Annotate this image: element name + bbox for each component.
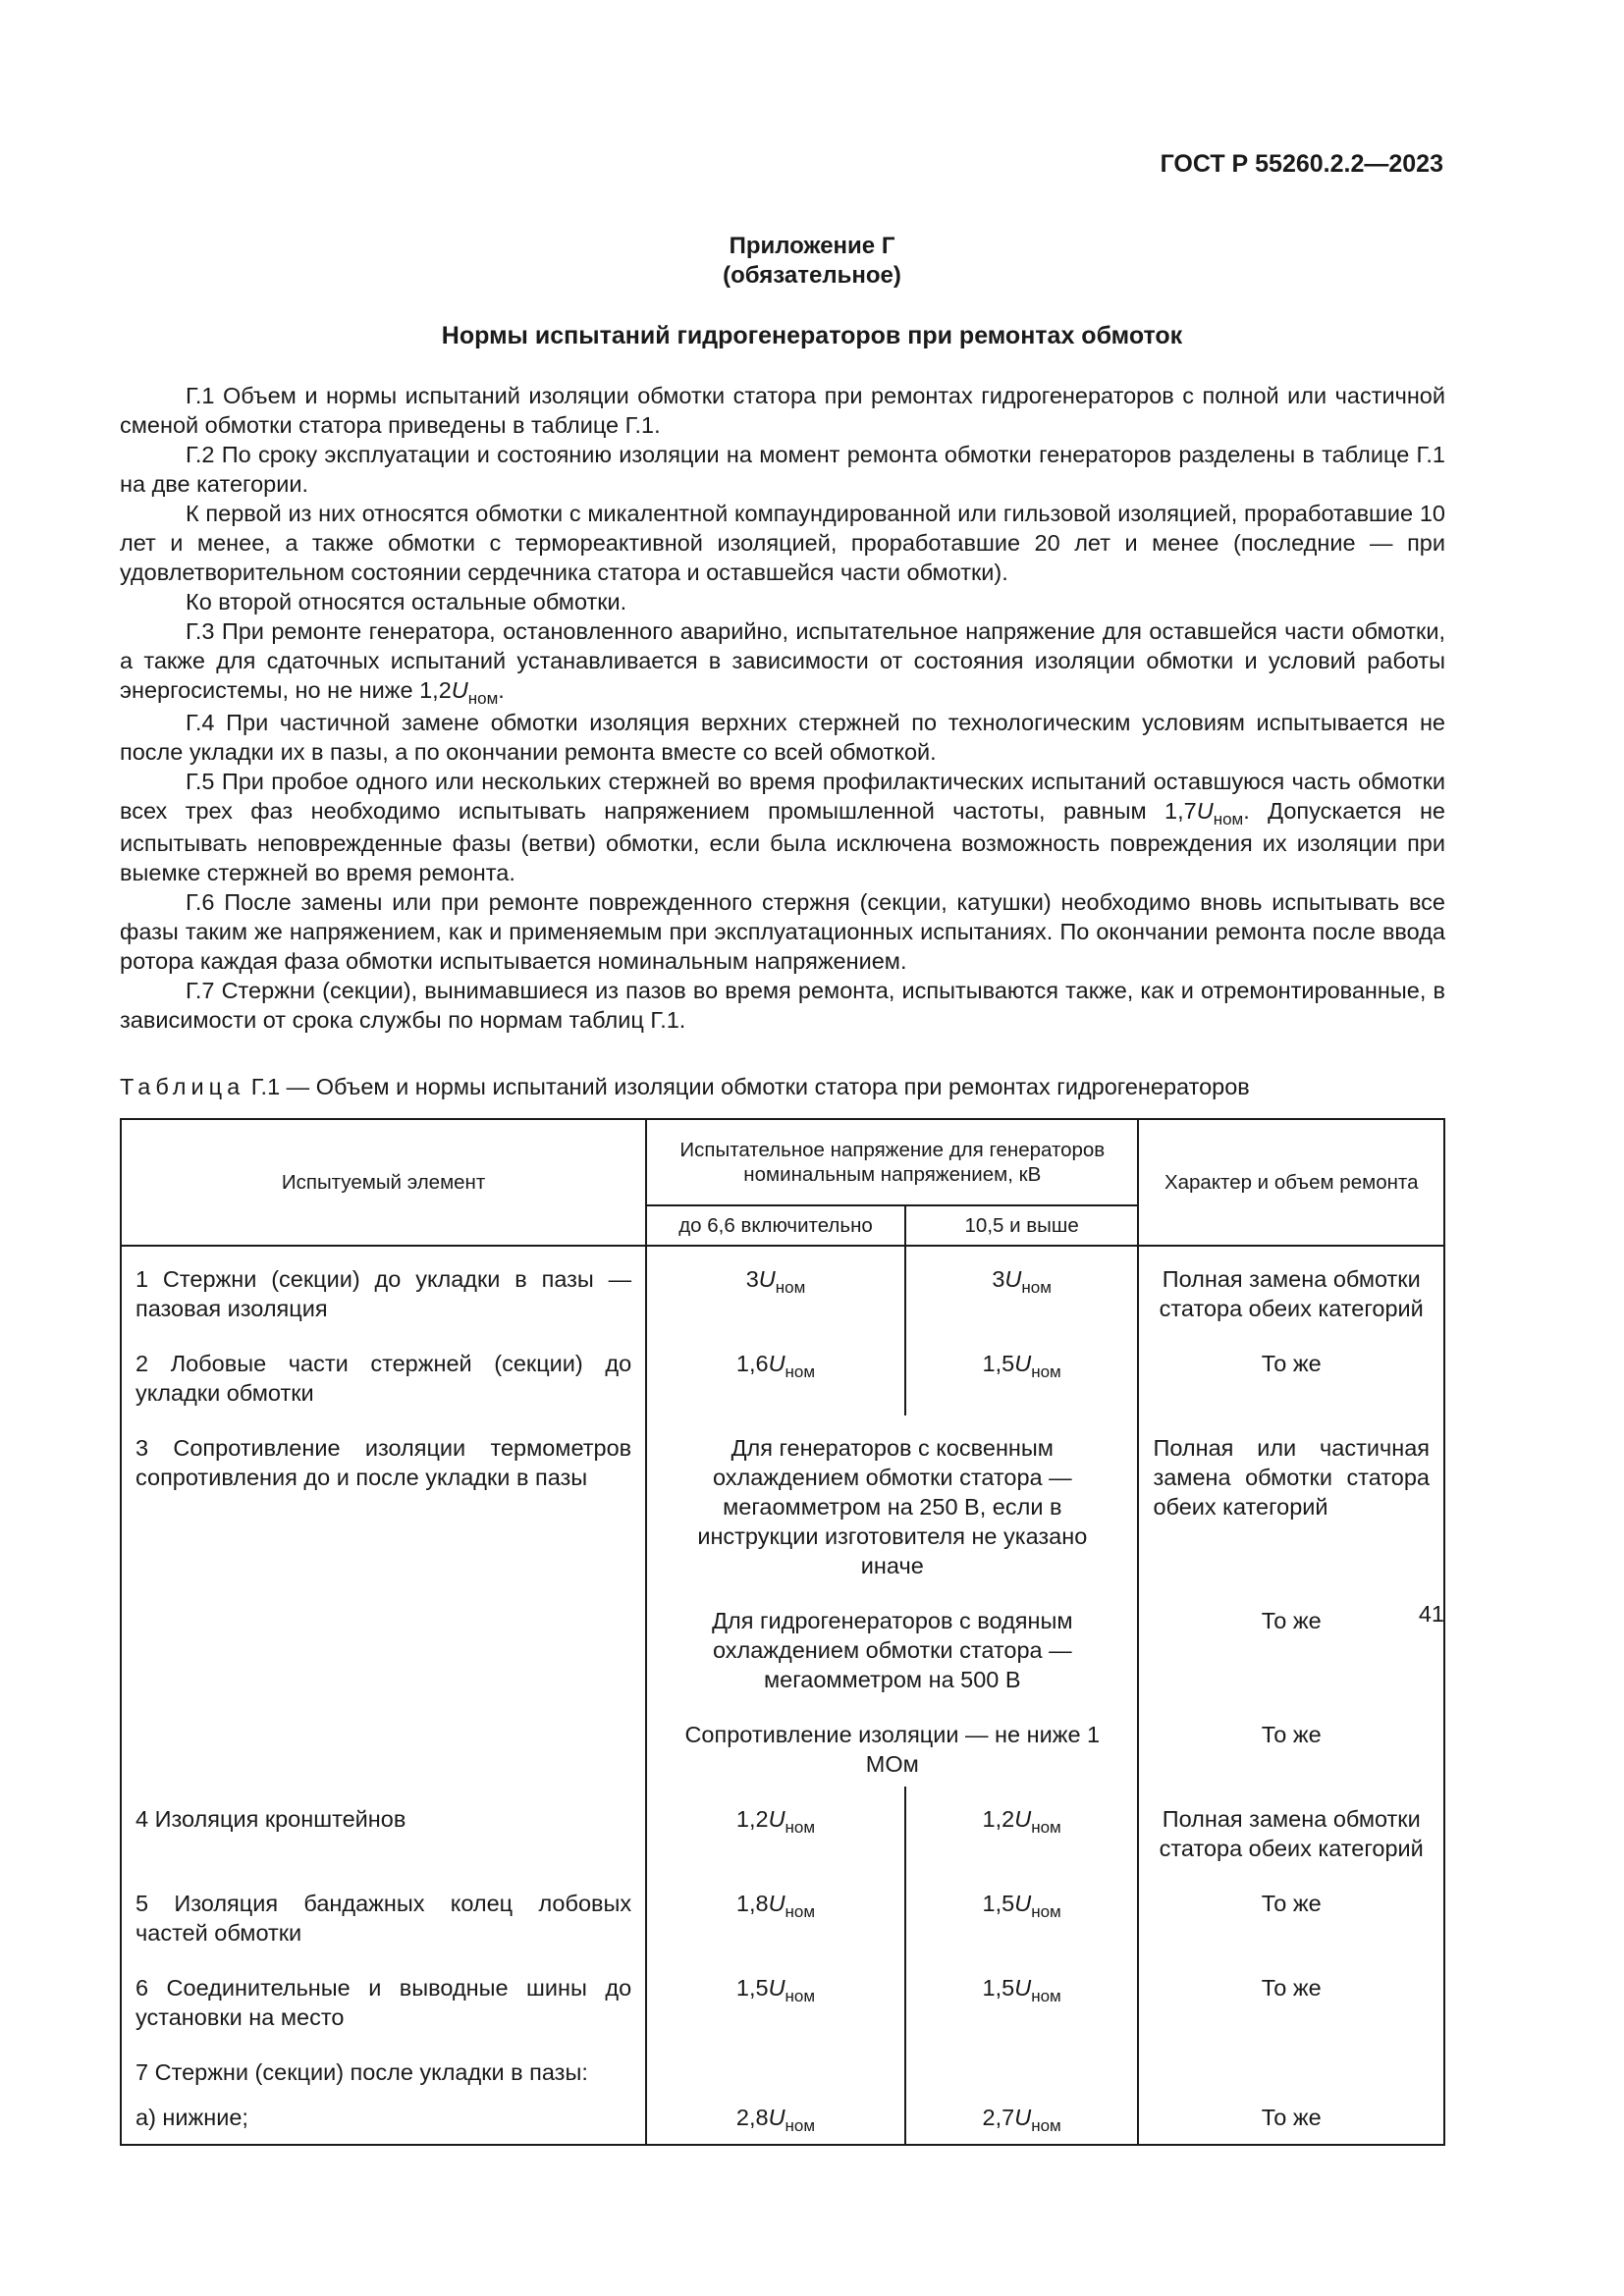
paragraph-category-1: К первой из них относятся обмотки с микалентной компаундированной или гильзовой изоляцией, проработавшие 10 лет и менее, а также обмотки с термореактивной изоляцией, проработавшие 20 лет и менее (последние — при удовлетворительном состоянии сердечника статора и оставшейся части обмотки). bbox=[120, 501, 1445, 585]
row3-span-a: Для генераторов с косвенным охлаждением обмотки статора — мегаомметром на 250 В, если в инструкции изготовителя не указано иначе bbox=[646, 1415, 1138, 1588]
body-text bbox=[120, 381, 1445, 1035]
row4-element: 4 Изоляция кронштейнов bbox=[121, 1787, 646, 1871]
appendix-heading bbox=[0, 232, 1624, 291]
table-row bbox=[121, 1415, 1444, 1588]
row4-v-high: $1,2U_{ном}$ bbox=[905, 1787, 1139, 1871]
row2-v-low: $1,6U_{ном}$ bbox=[646, 1331, 905, 1415]
header-voltage: Испытательное напряжение для генераторов номинальным напряжением, кВ bbox=[646, 1119, 1138, 1205]
table-caption-label: Таблица bbox=[120, 1074, 245, 1099]
row1-character: Полная замена обмотки статора обеих категорий bbox=[1138, 1246, 1444, 1331]
row6-character: То же bbox=[1138, 1955, 1444, 2040]
paragraph-g4: Г.4 При частичной замене обмотки изоляция верхних стержней по технологическим условиям испытывается не после укладки их в пазы, а по окончании ремонта вместе со всей обмоткой. bbox=[120, 710, 1445, 765]
main-title: Нормы испытаний гидрогенераторов при ремонтах обмоток bbox=[441, 322, 1183, 349]
paragraph-g3: Г.3 При ремонте генератора, остановленного аварийно, испытательное напряжение для оставшейся части обмотки, а также для сдаточных испытаний устанавливается в зависимости от состояния изоляции обмотки и условий работы энергосистемы, но не ниже $1,2U_{ном}$. bbox=[120, 618, 1445, 708]
paragraph-g7: Г.7 Стержни (секции), вынимавшиеся из пазов во время ремонта, испытываются также, как и отремонтированные, в зависимости от срока службы по нормам таблиц Г.1. bbox=[120, 978, 1445, 1033]
paragraph-g2: Г.2 По сроку эксплуатации и состоянию изоляции на момент ремонта обмотки генераторов разделены в таблице Г.1 на две категории. bbox=[120, 442, 1445, 497]
table-row bbox=[121, 2040, 1444, 2095]
row5-character: То же bbox=[1138, 1871, 1444, 1955]
appendix-status: (обязательное) bbox=[723, 262, 901, 289]
paragraph-g5: Г.5 При пробое одного или нескольких стержней во время профилактических испытаний оставшуюся часть обмотки всех трех фаз необходимо испытывать напряжением промышленной частоты, равным $1,7U_{ном}$. Допускается не испытывать неповрежденные фазы (ветви) обмотки, если была исключена возможность повреждения их изоляции при выемке стержней во время ремонта. bbox=[120, 769, 1446, 885]
row4-v-low: $1,2U_{ном}$ bbox=[646, 1787, 905, 1871]
row4-character: Полная замена обмотки статора обеих категорий bbox=[1138, 1787, 1444, 1871]
row2-v-high: $1,5U_{ном}$ bbox=[905, 1331, 1139, 1415]
document-id: ГОСТ Р 55260.2.2—2023 bbox=[1160, 150, 1443, 178]
row5-element: 5 Изоляция бандажных колец лобовых частей обмотки bbox=[121, 1871, 646, 1955]
table-row bbox=[121, 1871, 1444, 1955]
row3-span-b: Для гидрогенераторов с водяным охлаждением обмотки статора — мегаомметром на 500 В bbox=[646, 1588, 1138, 1702]
row7a-element: а) нижние; bbox=[121, 2095, 646, 2145]
table-row bbox=[121, 2095, 1444, 2145]
page-number: 41 bbox=[1418, 1601, 1444, 1627]
header-element: Испытуемый элемент bbox=[121, 1119, 646, 1246]
row5-v-high: $1,5U_{ном}$ bbox=[905, 1871, 1139, 1955]
row3-character-b: То же bbox=[1138, 1588, 1444, 1702]
row7-element: 7 Стержни (секции) после укладки в пазы: bbox=[121, 2040, 646, 2095]
test-norms-table bbox=[120, 1118, 1445, 2146]
row2-element: 2 Лобовые части стержней (секции) до укладки обмотки bbox=[121, 1331, 646, 1415]
paragraph-category-2: Ко второй относятся остальные обмотки. bbox=[186, 589, 627, 614]
row7a-v-high: $2,7U_{ном}$ bbox=[905, 2095, 1139, 2145]
row3-character-a: Полная или частичная замена обмотки статора обеих категорий bbox=[1138, 1415, 1444, 1588]
table-caption-text: Г.1 — Объем и нормы испытаний изоляции обмотки статора при ремонтах гидрогенераторов bbox=[250, 1074, 1250, 1099]
header-character: Характер и объем ремонта bbox=[1138, 1119, 1444, 1246]
row6-v-high: $1,5U_{ном}$ bbox=[905, 1955, 1139, 2040]
paragraph-g1: Г.1 Объем и нормы испытаний изоляции обмотки статора при ремонтах гидрогенераторов с полной или частичной сменой обмотки статора приведены в таблице Г.1. bbox=[120, 383, 1445, 438]
table-row bbox=[121, 1246, 1444, 1331]
row6-v-low: $1,5U_{ном}$ bbox=[646, 1955, 905, 2040]
header-voltage-low: до 6,6 включительно bbox=[646, 1205, 905, 1246]
row3-element: 3 Сопротивление изоляции термометров сопротивления до и после укладки в пазы bbox=[121, 1415, 646, 1787]
row6-element: 6 Соединительные и выводные шины до установки на место bbox=[121, 1955, 646, 2040]
table-row bbox=[121, 1955, 1444, 2040]
row5-v-low: $1,8U_{ном}$ bbox=[646, 1871, 905, 1955]
appendix-title: Приложение Г bbox=[729, 233, 895, 259]
row3-character-c: То же bbox=[1138, 1702, 1444, 1787]
row7a-character: То же bbox=[1138, 2095, 1444, 2145]
row1-v-high: $3U_{ном}$ bbox=[905, 1246, 1139, 1331]
row2-character: То же bbox=[1138, 1331, 1444, 1415]
row7a-v-low: $2,8U_{ном}$ bbox=[646, 2095, 905, 2145]
row3-span-c: Сопротивление изоляции — не ниже 1 МОм bbox=[646, 1702, 1138, 1787]
table-row bbox=[121, 1331, 1444, 1415]
header-voltage-high: 10,5 и выше bbox=[905, 1205, 1139, 1246]
table-caption bbox=[120, 1074, 1445, 1100]
row1-element: 1 Стержни (секции) до укладки в пазы — пазовая изоляция bbox=[121, 1246, 646, 1331]
table-row bbox=[121, 1787, 1444, 1871]
row1-v-low: $3U_{ном}$ bbox=[646, 1246, 905, 1331]
paragraph-g6: Г.6 После замены или при ремонте поврежденного стержня (секции, катушки) необходимо вновь испытывать все фазы таким же напряжением, как и применяемым при эксплуатационных испытаниях. По окончании ремонта после ввода ротора каждая фаза обмотки испытывается номинальным напряжением. bbox=[120, 889, 1445, 974]
